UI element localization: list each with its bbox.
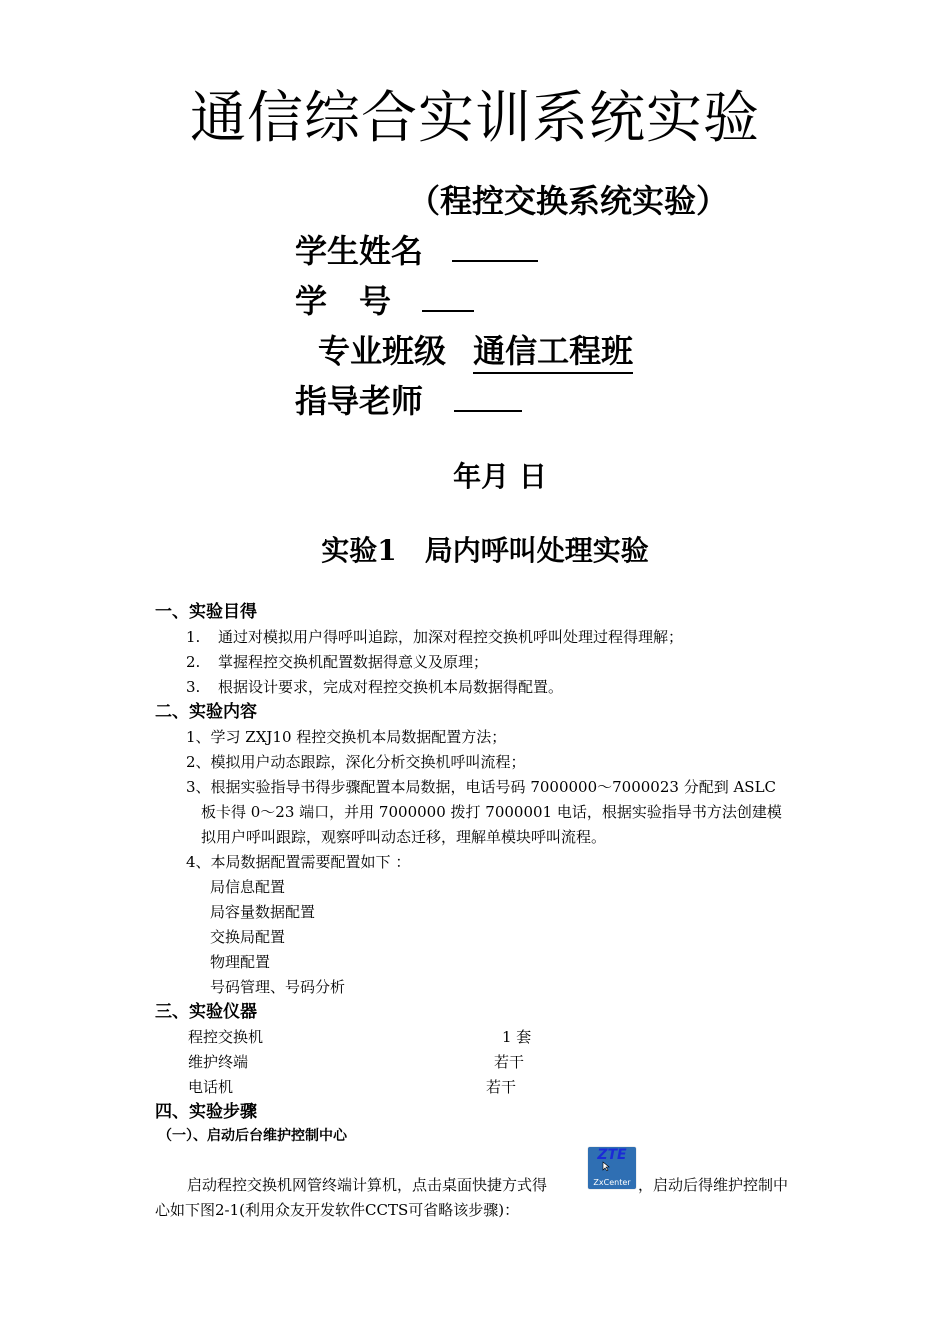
- section-4-heading: 四、实验步骤: [155, 1102, 257, 1122]
- section-3-heading: 三、实验仪器: [155, 1002, 257, 1022]
- config-item: 局信息配置: [210, 878, 286, 896]
- student-id-blank: [422, 280, 474, 312]
- config-item: 交换局配置: [210, 928, 286, 946]
- student-id-label: 学 号: [295, 282, 392, 320]
- instrument-name: 电话机: [188, 1078, 234, 1096]
- class-label: 专业班级: [318, 332, 447, 370]
- section-2-heading: 二、实验内容: [155, 702, 257, 722]
- step-1-heading: （一）、启动后台维护控制中心: [158, 1128, 347, 1144]
- section-1-heading: 一、实验目得: [155, 602, 257, 622]
- cover-subtitle: （程控交换系统实验）: [408, 182, 729, 220]
- list-item: 1. 通过对模拟用户得呼叫追踪，加深对程控交换机呼叫处理过程得理解；: [186, 628, 684, 646]
- content-item-1: 1、学习 ZXJ10 程控交换机本局数据配置方法；: [186, 728, 507, 746]
- content-item-2: 2、模拟用户动态跟踪，深化分析交换机呼叫流程；: [186, 753, 526, 771]
- content-item-3-line-2: 板卡得 0～23 端口，并用 7000000 拨打 7000001 电话，根据实验指导书方法创建模: [201, 803, 782, 821]
- student-id-row: [295, 280, 474, 322]
- config-item: 物理配置: [210, 953, 271, 971]
- student-name-label: 学生姓名: [295, 232, 424, 270]
- instrument-name: 维护终端: [188, 1053, 249, 1071]
- advisor-blank: [454, 380, 522, 412]
- list-item: 3. 根据设计要求，完成对程控交换机本局数据得配置。: [186, 678, 564, 696]
- instrument-qty: 若干: [494, 1053, 525, 1071]
- step-paragraph-before-icon: 启动程控交换机网管终端计算机，点击桌面快捷方式得: [187, 1176, 548, 1194]
- instrument-qty: 若干: [486, 1078, 517, 1096]
- content-item-3-line-1: 3、根据实验指导书得步骤配置本局数据，电话号码 7000000～7000023 分配到 ASLC: [186, 778, 777, 796]
- cover-date: 年月 日: [453, 460, 547, 493]
- instrument-name: 程控交换机: [188, 1028, 264, 1046]
- class-row: [318, 330, 633, 372]
- zxcenter-shortcut-icon[interactable]: ZTE ZxCenter: [588, 1147, 636, 1189]
- cover-title: 通信综合实训系统实验: [190, 86, 760, 151]
- cursor-arrow-icon: [602, 1161, 612, 1171]
- student-name-row: [295, 230, 538, 272]
- list-item: 2. 掌握程控交换机配置数据得意义及原理；: [186, 653, 489, 671]
- step-paragraph-after-icon: ，启动后得维护控制中: [638, 1176, 789, 1194]
- experiment-title: 实验1 局内呼叫处理实验: [321, 534, 649, 567]
- student-name-blank: [452, 230, 538, 262]
- content-item-3-line-3: 拟用户呼叫跟踪，观察呼叫动态迁移，理解单模块呼叫流程。: [201, 828, 607, 846]
- step-paragraph-line-2: 心如下图2-1(利用众友开发软件CCTS可省略该步骤)：: [155, 1201, 520, 1219]
- class-value: 通信工程班: [473, 332, 633, 374]
- config-item: 号码管理、号码分析: [210, 978, 346, 996]
- content-item-4: 4、本局数据配置需要配置如下 ：: [186, 853, 411, 871]
- instrument-qty: 1 套: [502, 1028, 532, 1046]
- advisor-row: [295, 380, 522, 422]
- config-item: 局容量数据配置: [210, 903, 316, 921]
- advisor-label: 指导老师: [295, 382, 424, 420]
